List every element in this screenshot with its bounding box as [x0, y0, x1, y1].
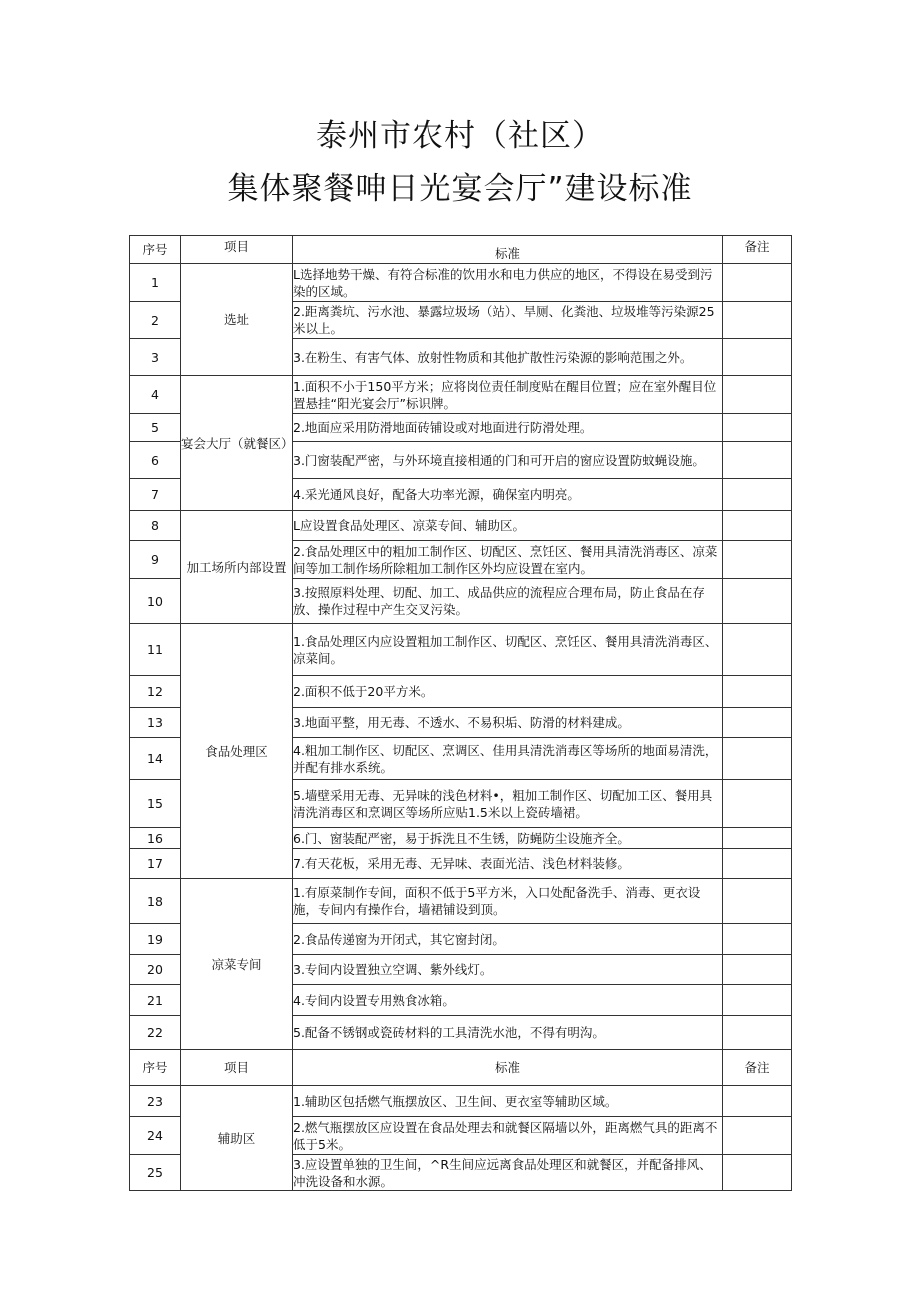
standard-text: 5.墙壁采用无毒、无异味的浅色材料•，粗加工制作区、切配加工区、餐用具清洗消毒区和烹调区等场所应贴1.5米以上瓷砖墙裙。: [293, 780, 723, 828]
standard-text: L选择地势干燥、有符合标准的饮用水和电力供应的地区，不得设在易受到污染的区域。: [293, 264, 723, 302]
header-note: 备注: [723, 1050, 792, 1086]
note-cell: [723, 1155, 792, 1191]
note-cell: [723, 828, 792, 849]
table-row: [130, 264, 792, 302]
standard-text: 2.地面应采用防滑地面砖铺设或对地面进行防滑处理。: [293, 414, 723, 442]
header-standard: 标准: [293, 1050, 723, 1086]
row-number: 3: [130, 339, 181, 376]
row-number: 6: [130, 442, 181, 479]
row-number: 1: [130, 264, 181, 302]
category-cell: 食品处理区: [181, 624, 293, 879]
note-cell: [723, 879, 792, 924]
note-cell: [723, 541, 792, 579]
standard-text: 3.按照原料处理、切配、加工、成品供应的流程应合理布局，防止食品在存放、操作过程中产生交叉污染。: [293, 579, 723, 624]
standard-text: 4.采光通风良好，配备大功率光源，确保室内明亮。: [293, 479, 723, 511]
table-row: [130, 376, 792, 414]
note-cell: [723, 264, 792, 302]
note-cell: [723, 511, 792, 541]
standard-text: 1.食品处理区内应设置粗加工制作区、切配区、烹饪区、餐用具清洗消毒区、凉菜间。: [293, 624, 723, 676]
note-cell: [723, 414, 792, 442]
row-number: 22: [130, 1016, 181, 1050]
category-cell: 凉菜专间: [181, 879, 293, 1050]
standard-text: 2.燃气瓶摆放区应设置在食品处理去和就餐区隔墙以外，距离燃气具的距离不低于5米。: [293, 1117, 723, 1155]
row-number: 4: [130, 376, 181, 414]
standard-text: 3.在粉生、有害气体、放射性物质和其他扩散性污染源的影响范围之外。: [293, 339, 723, 376]
table-header-row: [130, 236, 792, 264]
row-number: 24: [130, 1117, 181, 1155]
category-cell: 加工场所内部设置: [181, 511, 293, 624]
row-number: 12: [130, 676, 181, 708]
document-title-line2: 集体聚餐呻日光宴会厅”建设标准: [227, 171, 693, 207]
note-cell: [723, 1016, 792, 1050]
standard-text: 1.面积不小于150平方米；应将岗位责任制度贴在醒目位置；应在室外醒目位置悬挂“阳光宴会厅”标识牌。: [293, 376, 723, 414]
row-number: 11: [130, 624, 181, 676]
note-cell: [723, 780, 792, 828]
note-cell: [723, 924, 792, 955]
row-number: 9: [130, 541, 181, 579]
note-cell: [723, 738, 792, 780]
header-item: 项目: [181, 236, 293, 264]
standard-text: 1.有原菜制作专间，面积不低于5平方米，入口处配备洗手、消毒、更衣设施，专间内有操作台，墙裙铺设到顶。: [293, 879, 723, 924]
standard-text: 5.配备不锈钢或瓷砖材料的工具清洗水池，不得有明沟。: [293, 1016, 723, 1050]
row-number: 19: [130, 924, 181, 955]
standard-text: 3.应设置单独的卫生间，^R生间应远离食品处理区和就餐区，并配备排风、冲洗设备和水源。: [293, 1155, 723, 1191]
row-number: 25: [130, 1155, 181, 1191]
table-row: [130, 879, 792, 924]
standard-text: 7.有天花板，采用无毒、无异味、表面光洁、浅色材料装修。: [293, 849, 723, 879]
standard-text: 6.门、窗装配严密，易于拆洗且不生锈，防蝇防尘设施齐全。: [293, 828, 723, 849]
category-cell: 选址: [181, 264, 293, 376]
row-number: 23: [130, 1086, 181, 1117]
standard-text: 3.门窗装配严密，与外环境直接相通的门和可开启的窗应设置防蚊蝇设施。: [293, 442, 723, 479]
standards-table: [129, 235, 792, 1191]
standard-text: 4.专间内设置专用熟食冰箱。: [293, 985, 723, 1016]
row-number: 2: [130, 302, 181, 339]
standard-text: 4.粗加工制作区、切配区、烹调区、佳用具清洗消毒区等场所的地面易清洗，并配有排水系统。: [293, 738, 723, 780]
note-cell: [723, 624, 792, 676]
note-cell: [723, 302, 792, 339]
row-number: 7: [130, 479, 181, 511]
note-cell: [723, 849, 792, 879]
row-number: 20: [130, 955, 181, 985]
note-cell: [723, 442, 792, 479]
category-cell: 宴会大厅（就餐区）: [181, 376, 293, 511]
standard-text: 3.地面平整，用无毒、不透水、不易积垢、防滑的材料建成。: [293, 708, 723, 738]
note-cell: [723, 479, 792, 511]
row-number: 10: [130, 579, 181, 624]
row-number: 13: [130, 708, 181, 738]
note-cell: [723, 376, 792, 414]
standard-text: 1.辅助区包括燃气瓶摆放区、卫生间、更衣室等辅助区域。: [293, 1086, 723, 1117]
note-cell: [723, 1117, 792, 1155]
note-cell: [723, 339, 792, 376]
header-standard: 标准: [293, 236, 723, 264]
row-number: 15: [130, 780, 181, 828]
row-number: 5: [130, 414, 181, 442]
note-cell: [723, 579, 792, 624]
row-number: 17: [130, 849, 181, 879]
row-number: 16: [130, 828, 181, 849]
standard-text: 2.距离粪坑、污水池、暴露垃圾场（站）、旱厕、化粪池、垃圾堆等污染源25米以上。: [293, 302, 723, 339]
header-no: 序号: [130, 236, 181, 264]
table-row: [130, 1086, 792, 1117]
row-number: 18: [130, 879, 181, 924]
header-note: 备注: [723, 236, 792, 264]
row-number: 14: [130, 738, 181, 780]
table-header-row: [130, 1050, 792, 1086]
note-cell: [723, 985, 792, 1016]
standard-text: 2.食品传递窗为开闭式，其它窗封闭。: [293, 924, 723, 955]
note-cell: [723, 708, 792, 738]
standard-text: 2.面积不低于20平方米。: [293, 676, 723, 708]
standard-text: 2.食品处理区中的粗加工制作区、切配区、烹饪区、餐用具清洗消毒区、凉菜间等加工制作场所除粗加工制作区外均应设置在室内。: [293, 541, 723, 579]
row-number: 21: [130, 985, 181, 1016]
header-item: 项目: [181, 1050, 293, 1086]
standard-text: 3.专间内设置独立空调、紫外线灯。: [293, 955, 723, 985]
note-cell: [723, 676, 792, 708]
document-title-line1: 泰州市农村（社区）: [316, 118, 604, 154]
standard-text: L应设置食品处理区、凉菜专间、辅助区。: [293, 511, 723, 541]
table-row: [130, 624, 792, 676]
note-cell: [723, 955, 792, 985]
category-cell: 辅助区: [181, 1086, 293, 1191]
note-cell: [723, 1086, 792, 1117]
header-no: 序号: [130, 1050, 181, 1086]
row-number: 8: [130, 511, 181, 541]
table-row: [130, 511, 792, 541]
